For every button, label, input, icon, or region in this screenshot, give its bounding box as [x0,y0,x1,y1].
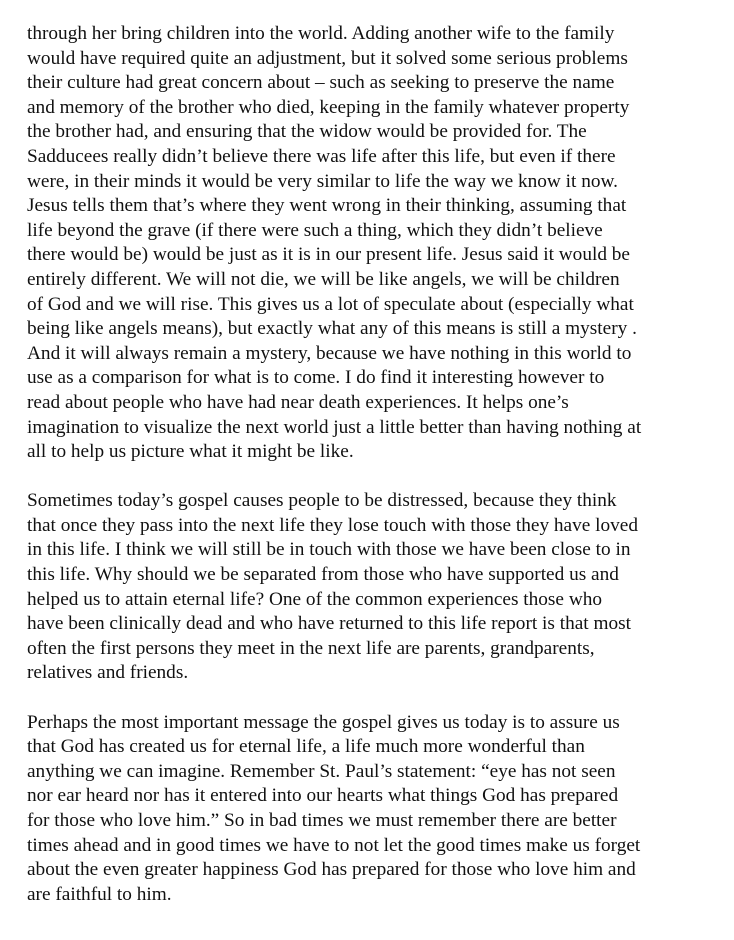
text-line: often the first persons they meet in the next life are parents, grandparents, [27,637,595,659]
text-line: there would be) would be just as it is in our present life. Jesus said it would be [27,244,630,266]
text-line: about the even greater happiness God has prepared for those who love him and [27,859,636,881]
text-line: through her bring children into the world. Adding another wife to the family [27,23,615,44]
text-line: entirely different. We will not die, we will be like angels, we will be children [27,268,620,290]
text-line: imagination to visualize the next world just a little better than having nothing at [27,416,642,438]
paragraph-3 [27,711,717,908]
text-line: Jesus tells them that’s where they went wrong in their thinking, assuming that [27,195,627,217]
text-line: that God has created us for eternal life, a life much more wonderful than [27,736,585,758]
text-line: and memory of the brother who died, keeping in the family whatever property [27,96,630,118]
text-line: were, in their minds it would be very similar to life the way we know it now. [27,170,618,192]
text-line: relatives and friends. [27,662,189,684]
text-line: anything we can imagine. Remember St. Paul’s statement: “eye has not seen [27,760,616,782]
text-line: helped us to attain eternal life? One of the common experiences those who [27,588,603,610]
text-line: that once they pass into the next life they lose touch with those they have loved [27,514,638,536]
text-line: Sadducees really didn’t believe there was life after this life, but even if there [27,145,616,167]
text-line: the brother had, and ensuring that the widow would be provided for. The [27,121,587,143]
document-page [27,22,717,932]
text-line: times ahead and in good times we have to not let the good times make us forget [27,834,641,856]
text-line: read about people who have had near death experiences. It helps one’s [27,391,569,413]
text-line: are faithful to him. [27,883,172,905]
text-line: for those who love him.” So in bad times we must remember there are better [27,810,617,831]
text-line: would have required quite an adjustment, but it solved some serious problems [27,47,628,69]
text-line: this life. Why should we be separated from those who have supported us and [27,564,619,586]
paragraph-2 [27,489,717,686]
paragraph-1 [27,22,717,465]
text-line: life beyond the grave (if there were such a thing, which they didn’t believe [27,219,603,241]
text-line: in this life. I think we will still be in touch with those we have been close to in [27,539,631,561]
text-line: their culture had great concern about – such as seeking to preserve the name [27,72,615,94]
text-line: being like angels means), but exactly what any of this means is still a mystery . [27,318,637,340]
text-line: all to help us picture what it might be like. [27,441,354,463]
text-line: of God and we will rise. This gives us a lot of speculate about (especially what [27,293,634,315]
text-line: have been clinically dead and who have returned to this life report is that most [27,613,631,635]
text-line: use as a comparison for what is to come. I do find it interesting however to [27,367,605,389]
text-line: And it will always remain a mystery, because we have nothing in this world to [27,342,632,364]
text-line: Perhaps the most important message the gospel gives us today is to assure us [27,711,620,733]
text-line: nor ear heard nor has it entered into our hearts what things God has prepared [27,785,619,807]
text-line: Sometimes today’s gospel causes people to be distressed, because they think [27,490,617,512]
